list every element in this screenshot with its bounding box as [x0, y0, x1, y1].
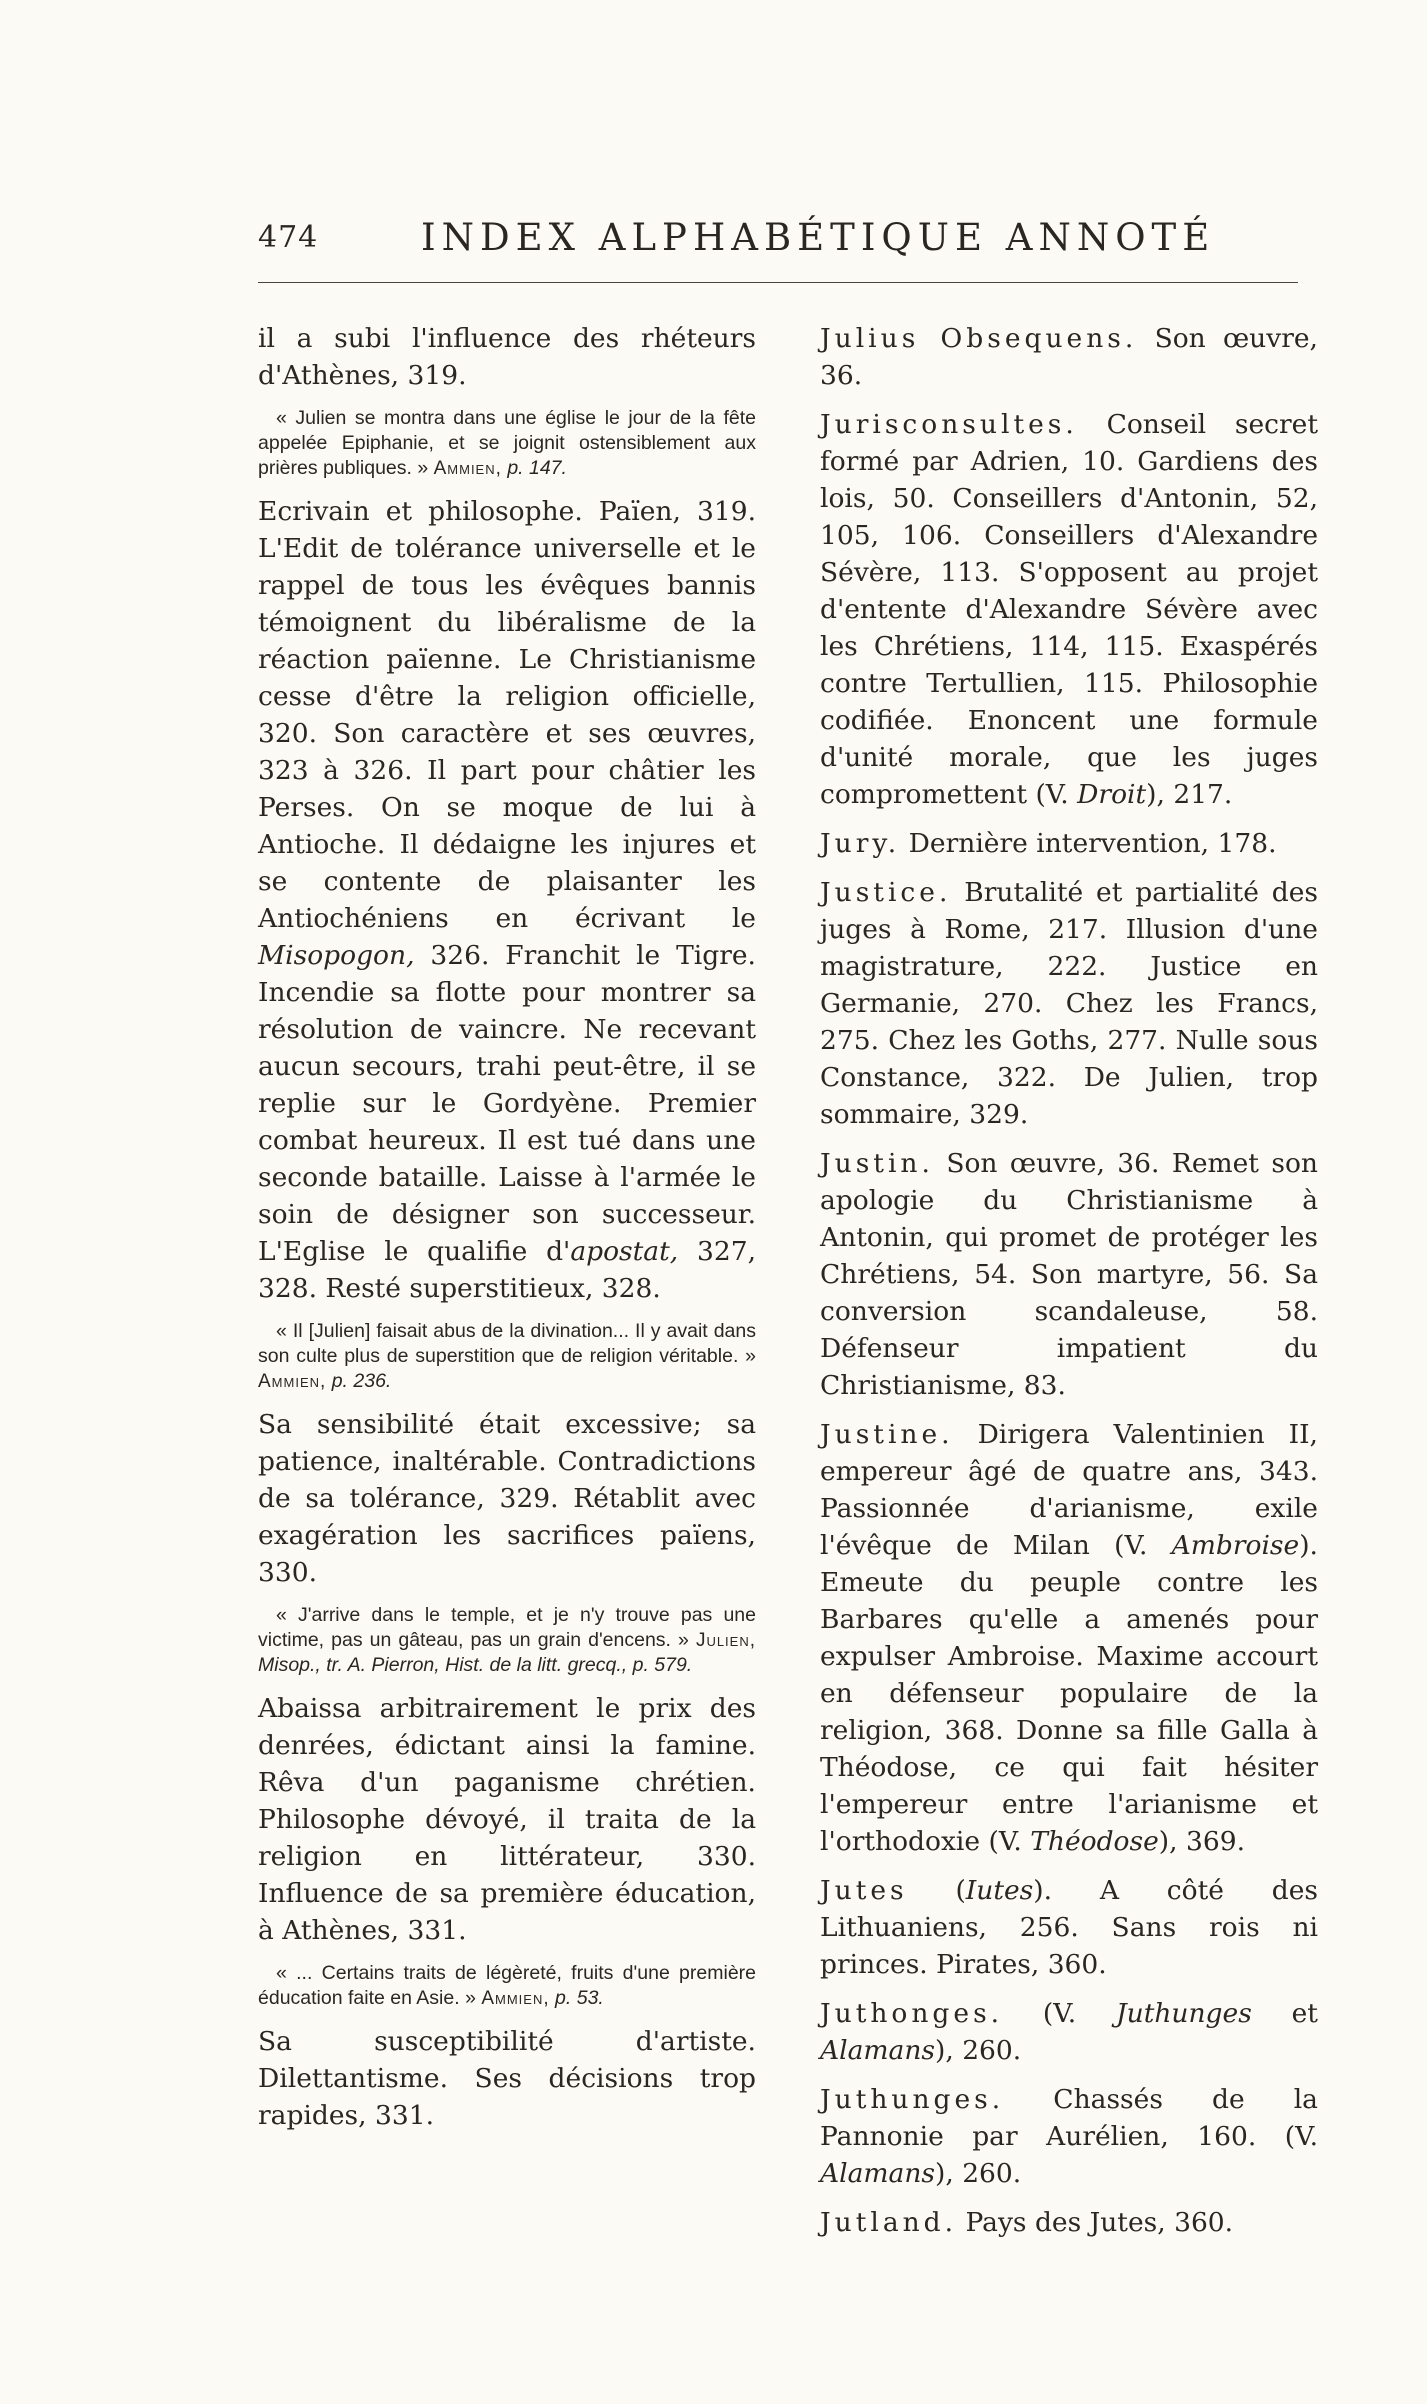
header-rule: [258, 282, 1298, 283]
quotation: « J'arrive dans le temple, et je n'y trouve pas une victime, pas un gâteau, pas un grain d'encens. » Julien, Misop., tr. A. Pierron, Hist. de la litt. grecq., p. 579.: [258, 1604, 757, 1676]
running-title: INDEX ALPHABÉTIQUE ANNOTÉ: [421, 216, 1216, 259]
entry-heading: Jury.: [820, 828, 901, 859]
page-number: 474: [258, 220, 319, 255]
paragraph: il a subi l'influence des rhéteurs d'Athènes, 319.: [258, 323, 756, 391]
entry-heading: Juthunges.: [820, 2084, 1005, 2115]
index-entry: Juthunges. Chassés de la Pannonie par Aurélien, 160. (V. Alamans), 260.: [820, 2084, 1318, 2189]
paragraph: Sa susceptibilité d'artiste. Dilettantisme. Ses décisions trop rapides, 331.: [258, 2026, 756, 2131]
index-entry: Justine. Dirigera Valentinien II, empereur âgé de quatre ans, 343. Passionnée d'arianisme, exile l'évêque de Milan (V. Ambroise). Emeute du peuple contre les Barbares qu'elle a amenés pour expulser Ambroise. Maxime accourt en défenseur populaire de la religion, 368. Donne sa fille Galla à Théodose, ce qui fait hésiter l'empereur entre l'arianisme et l'orthodoxie (V. Théodose), 369.: [820, 1419, 1318, 1857]
left-column: [258, 320, 756, 2146]
entry-heading: Justin.: [820, 1148, 934, 1179]
entry-heading: Justine.: [820, 1419, 954, 1450]
page-header: [258, 212, 1216, 268]
index-entry: Jutland. Pays des Jutes, 360.: [820, 2207, 1234, 2238]
entry-heading: Juthonges.: [820, 1998, 1004, 2029]
entry-heading: Justice.: [820, 877, 952, 908]
entry-heading: Julius Obsequens.: [820, 323, 1138, 354]
paragraph: Ecrivain et philosophe. Païen, 319. L'Edit de tolérance universelle et le rappel de tous les évêques bannis témoignent du libéralisme de la réaction païenne. Le Christianisme cesse d'être la religion officielle, 320. Son caractère et ses œuvres, 323 à 326. Il part pour châtier les Perses. On se moque de lui à Antioche. Il dédaigne les injures et se contente de plaisanter les Antiochéniens en écrivant le Misopogon, 326. Franchit le Tigre. Incendie sa flotte pour montrer sa résolution de vaincre. Ne recevant aucun secours, trahi peut-être, il se replie sur le Gordyène. Premier combat heureux. Il est tué dans une seconde bataille. Laisse à l'armée le soin de désigner son successeur. L'Eglise le qualifie d'apostat, 327, 328. Resté superstitieux, 328.: [258, 496, 756, 1304]
entry-heading: Jurisconsultes.: [820, 409, 1078, 440]
paragraph: Sa sensibilité était excessive; sa patience, inaltérable. Contradictions de sa tolérance, 329. Rétablit avec exagération les sacrifices païens, 330.: [258, 1409, 756, 1588]
quotation: « Il [Julien] faisait abus de la divination... Il y avait dans son culte plus de superstition que de religion véritable. » Ammien, p. 236.: [258, 1320, 756, 1392]
index-entry: Justice. Brutalité et partialité des juges à Rome, 217. Illusion d'une magistrature, 222. Justice en Germanie, 270. Chez les Francs, 275. Chez les Goths, 277. Nulle sous Constance, 322. De Julien, trop sommaire, 329.: [820, 877, 1318, 1130]
entry-heading: Jutes: [820, 1875, 908, 1906]
index-entry: Justin. Son œuvre, 36. Remet son apologie du Christianisme à Antonin, qui promet de protéger les Chrétiens, 54. Son martyre, 56. Sa conversion scandaleuse, 58. Défenseur impatient du Christianisme, 83.: [820, 1148, 1318, 1401]
index-entry: Juthonges. (V. Juthunges et Alamans), 260.: [820, 1998, 1318, 2066]
index-entry: Julius Obsequens. Son œuvre, 36.: [820, 323, 1318, 391]
right-column: [820, 320, 1318, 2253]
index-entry: Jutes (Iutes). A côté des Lithuaniens, 256. Sans rois ni princes. Pirates, 360.: [820, 1875, 1318, 1980]
quotation: « ... Certains traits de légèreté, fruits d'une première éducation faite en Asie. » Ammien, p. 53.: [258, 1962, 756, 2009]
quotation: « Julien se montra dans une église le jour de la fête appelée Epiphanie, et se joignit ostensiblement aux prières publiques. » Ammien, p. 147.: [258, 407, 756, 479]
index-entry: Jury. Dernière intervention, 178.: [820, 828, 1277, 859]
paragraph: Abaissa arbitrairement le prix des denrées, édictant ainsi la famine. Rêva d'un paganisme chrétien. Philosophe dévoyé, il traita de la religion en littérateur, 330. Influence de sa première éducation, à Athènes, 331.: [258, 1693, 756, 1946]
index-entry: Jurisconsultes. Conseil secret formé par Adrien, 10. Gardiens des lois, 50. Conseillers d'Antonin, 52, 105, 106. Conseillers d'Alexandre Sévère, 113. S'opposent au projet d'entente d'Alexandre Sévère avec les Chrétiens, 114, 115. Exaspérés contre Tertullien, 115. Philosophie codifiée. Enoncent une formule d'unité morale, que les juges compromettent (V. Droit), 217.: [820, 409, 1318, 810]
entry-heading: Jutland.: [820, 2207, 958, 2238]
